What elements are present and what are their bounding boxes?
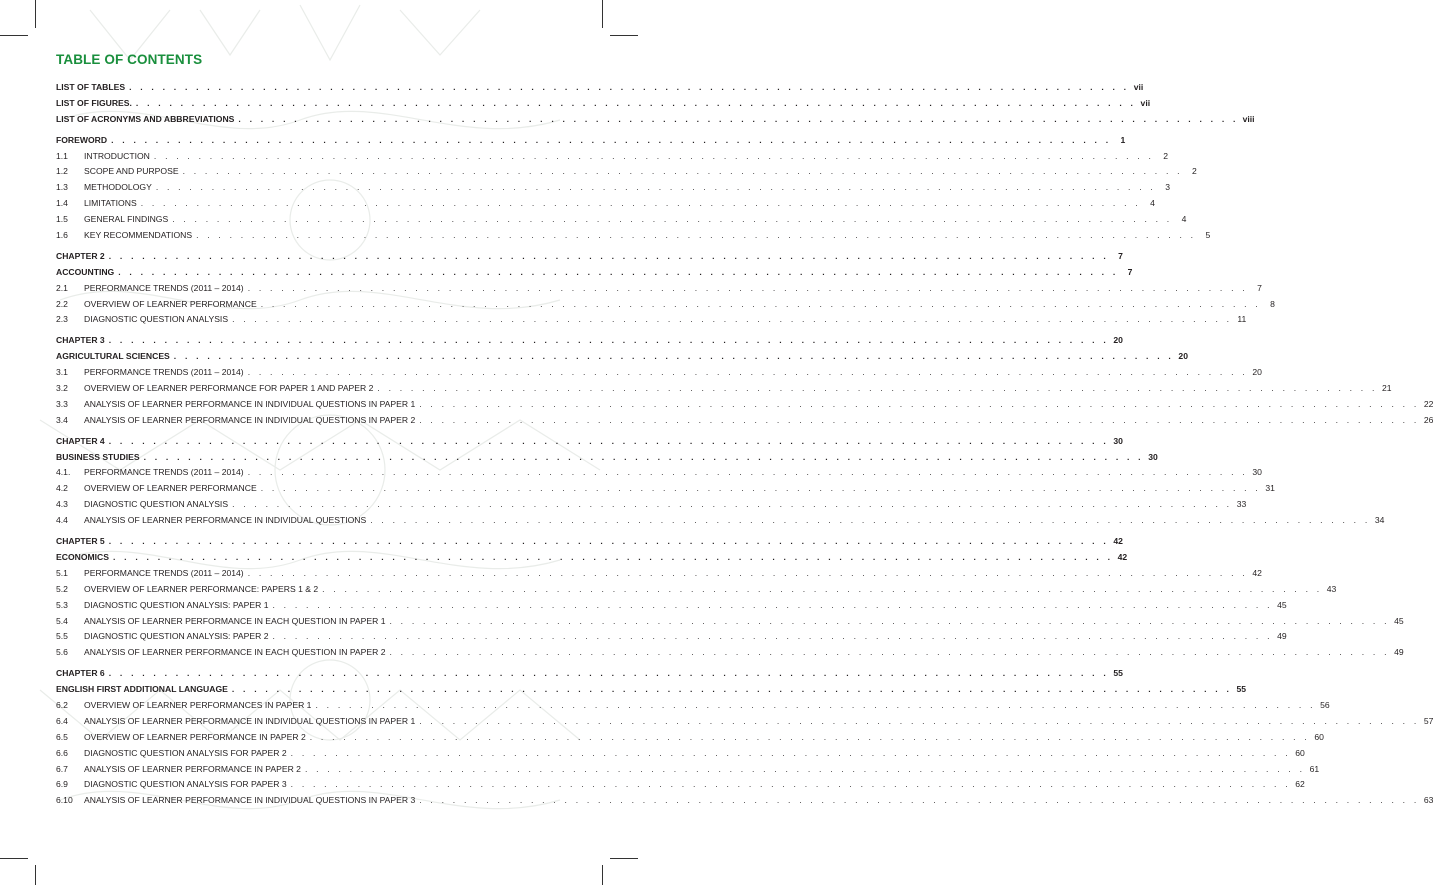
toc-entry[interactable] [56,80,1144,96]
toc-entry-page: 30 [1113,435,1123,446]
toc-entry-number: 6.6 [56,747,68,758]
toc-entry-number: 1.3 [56,182,68,193]
toc-entry-page: 20 [1252,367,1262,378]
toc-leader-dots: . . . . . . . . . . . . . . . . . . . . . . . . . . . . . . . . . . . . . . . . . . . . . . . . . . . . . . . . . . . . . . . . . . . . . . . . . . . . . . . . . . . . . . . . . . [272,599,1273,610]
toc-entry[interactable] [56,180,1170,196]
toc-leader-dots: . . . . . . . . . . . . . . . . . . . . . . . . . . . . . . . . . . . . . . . . . . . . . . . . . . . . . . . . . . . . . . . . . . . . . . . . . . . . . . . . . . . . . . . . . . [247,282,1248,293]
toc-entry[interactable] [56,497,1247,513]
toc-entry-label: ECONOMICS [56,551,109,562]
toc-entry-label: DIAGNOSTIC QUESTION ANALYSIS FOR PAPER 3 [84,779,287,790]
toc-entry-label: LIST OF FIGURES. [56,97,132,108]
toc-leader-dots: . . . . . . . . . . . . . . . . . . . . . . . . . . . . . . . . . . . . . . . . . . . . . . . . . . . . . . . . . . . . . . . . . . . . . . . . . . . . . . . . . . . . . . . . . . [129,82,1130,92]
toc-entry-page: 11 [1237,314,1247,325]
toc-leader-dots: . . . . . . . . . . . . . . . . . . . . . . . . . . . . . . . . . . . . . . . . . . . . . . . . . . . . . . . . . . . . . . . . . . . . . . . . . . . . . . . . . . . . . . . . . . [173,351,1174,362]
toc-entry-page: 7 [1127,266,1133,277]
toc-entry-label: CHAPTER 6 [56,668,105,679]
toc-entry-page: 55 [1236,684,1247,695]
toc-entry[interactable] [56,196,1155,212]
toc-entry-label: LIMITATIONS [84,198,137,209]
toc-entry[interactable] [56,312,1247,328]
toc-entry-label: DIAGNOSTIC QUESTION ANALYSIS FOR PAPER 2 [84,747,287,758]
toc-entry-page: 60 [1314,731,1324,742]
toc-leader-dots: . . . . . . . . . . . . . . . . . . . . . . . . . . . . . . . . . . . . . . . . . . . . . . . . . . . . . . . . . . . . . . . . . . . . . . . . . . . . . . . . . . . . . . . . . . [290,779,1291,790]
toc-entry-page: 2 [1163,150,1169,161]
toc-entry-number: 4.1. [56,467,71,478]
toc-entry-number: 3.4 [56,414,68,425]
toc-group [56,80,1255,128]
toc-entry[interactable] [56,666,1123,682]
toc-leader-dots: . . . . . . . . . . . . . . . . . . . . . . . . . . . . . . . . . . . . . . . . . . . . . . . . . . . . . . . . . . . . . . . . . . . . . . . . . . . . . . . . . . . . . . . . . . [290,747,1291,758]
toc-entry-label: OVERVIEW OF LEARNER PERFORMANCE [84,483,257,494]
toc-leader-dots: . . . . . . . . . . . . . . . . . . . . . . . . . . . . . . . . . . . . . . . . . . . . . . . . . . . . . . . . . . . . . . . . . . . . . . . . . . . . . . . . . . . . . . . . . . [172,214,1173,225]
toc-entry-label: LIST OF TABLES [56,82,126,92]
toc-entry-number: 6.7 [56,763,68,774]
toc-entry-number: 5.5 [56,631,68,642]
toc-leader-dots: . . . . . . . . . . . . . . . . . . . . . . . . . . . . . . . . . . . . . . . . . . . . . . . . . . . . . . . . . . . . . . . . . . . . . . . . . . . . . . . . . . . . . . . . . . [272,631,1273,642]
toc-leader-dots: . . . . . . . . . . . . . . . . . . . . . . . . . . . . . . . . . . . . . . . . . . . . . . . . . . . . . . . . . . . . . . . . . . . . . . . . . . . . . . . . . . . . . . . . . . [377,383,1378,394]
toc-leader-dots: . . . . . . . . . . . . . . . . . . . . . . . . . . . . . . . . . . . . . . . . . . . . . . . . . . . . . . . . . . . . . . . . . . . . . . . . . . . . . . . . . . . . . . . . . . [232,499,1233,510]
toc-entry-page: 7 [1118,250,1123,261]
toc-entry-page: 8 [1270,298,1275,309]
toc-entry[interactable] [56,333,1123,349]
toc-entry-label: PERFORMANCE TRENDS (2011 – 2014) [84,282,244,293]
toc-entry-number: 6.10 [56,795,73,806]
toc-entry-page: 60 [1295,747,1305,758]
toc-entry[interactable] [56,164,1197,180]
toc-entry-number: 5.6 [56,647,68,658]
toc-entry[interactable] [56,746,1305,762]
toc-entry-number: 5.4 [56,615,68,626]
toc-entry[interactable] [56,450,1158,466]
toc-entry[interactable] [56,598,1287,614]
crop-mark-bottom-left-v [35,865,36,885]
toc-entry[interactable] [56,582,1337,598]
toc-leader-dots: . . . . . . . . . . . . . . . . . . . . . . . . . . . . . . . . . . . . . . . . . . . . . . . . . . . . . . . . . . . . . . . . . . . . . . . . . . . . . . . . . . . . . . . . . . [232,314,1233,325]
toc-leader-dots: . . . . . . . . . . . . . . . . . . . . . . . . . . . . . . . . . . . . . . . . . . . . . . . . . . . . . . . . . . . . . . . . . . . . . . . . . . . . . . . . . . . . . . . . . . [260,298,1261,309]
toc-entry-number: 6.2 [56,699,68,710]
toc-leader-dots: . . . . . . . . . . . . . . . . . . . . . . . . . . . . . . . . . . . . . . . . . . . . . . . . . . . . . . . . . . . . . . . . . . . . . . . . . . . . . . . . . . . . . . . . . . [108,250,1109,261]
toc-entry-page: 4 [1150,198,1155,209]
toc-leader-dots: . . . . . . . . . . . . . . . . . . . . . . . . . . . . . . . . . . . . . . . . . . . . . . . . . . . . . . . . . . . . . . . . . . . . . . . . . . . . . . . . . . . . . . . . . . [231,684,1233,695]
toc-entry[interactable] [56,365,1262,381]
toc-entry[interactable] [56,297,1275,313]
toc-entry[interactable] [56,465,1262,481]
toc-entry[interactable] [56,381,1392,397]
toc-entry-page: 30 [1252,467,1262,478]
toc-entry[interactable] [56,534,1123,550]
toc-leader-dots: . . . . . . . . . . . . . . . . . . . . . . . . . . . . . . . . . . . . . . . . . . . . . . . . . . . . . . . . . . . . . . . . . . . . . . . . . . . . . . . . . . . . . . . . . . [153,150,1155,161]
toc-leader-dots: . . . . . . . . . . . . . . . . . . . . . . . . . . . . . . . . . . . . . . . . . . . . . . . . . . . . . . . . . . . . . . . . . . . . . . . . . . . . . . . . . . . . . . . . . . [419,398,1420,409]
toc-leader-dots: . . . . . . . . . . . . . . . . . . . . . . . . . . . . . . . . . . . . . . . . . . . . . . . . . . . . . . . . . . . . . . . . . . . . . . . . . . . . . . . . . . . . . . . . . . [419,414,1420,425]
toc-leader-dots: . . . . . . . . . . . . . . . . . . . . . . . . . . . . . . . . . . . . . . . . . . . . . . . . . . . . . . . . . . . . . . . . . . . . . . . . . . . . . . . . . . . . . . . . . . [370,515,1371,526]
toc-leader-dots: . . . . . . . . . . . . . . . . . . . . . . . . . . . . . . . . . . . . . . . . . . . . . . . . . . . . . . . . . . . . . . . . . . . . . . . . . . . . . . . . . . . . . . . . . . [155,182,1156,193]
toc-entry-page: 49 [1394,647,1404,658]
toc-entry[interactable] [56,281,1262,297]
toc-entry-page: 61 [1309,763,1320,774]
toc-entry-number: 1.1 [56,150,68,161]
toc-entry-label: OVERVIEW OF LEARNER PERFORMANCES IN PAPER 1 [84,699,312,710]
toc-entry-page: 1 [1120,134,1126,145]
crop-mark-top-right-v [602,0,603,28]
toc-entry[interactable] [56,149,1169,165]
toc-entry[interactable] [56,349,1188,365]
toc-entry-label: ANALYSIS OF LEARNER PERFORMANCE IN INDIVIDUAL QUESTIONS IN PAPER 2 [84,414,416,425]
toc-entry-label: PERFORMANCE TRENDS (2011 – 2014) [84,367,244,378]
toc-leader-dots: . . . . . . . . . . . . . . . . . . . . . . . . . . . . . . . . . . . . . . . . . . . . . . . . . . . . . . . . . . . . . . . . . . . . . . . . . . . . . . . . . . . . . . . . . . [247,367,1248,378]
toc-entry-label: CHAPTER 3 [56,335,105,346]
toc-entry-label: DIAGNOSTIC QUESTION ANALYSIS [84,499,229,510]
toc-leader-dots: . . . . . . . . . . . . . . . . . . . . . . . . . . . . . . . . . . . . . . . . . . . . . . . . . . . . . . . . . . . . . . . . . . . . . . . . . . . . . . . . . . . . . . . . . . [108,335,1109,346]
toc-entry-page: 42 [1252,567,1262,578]
toc-leader-dots: . . . . . . . . . . . . . . . . . . . . . . . . . . . . . . . . . . . . . . . . . . . . . . . . . . . . . . . . . . . . . . . . . . . . . . . . . . . . . . . . . . . . . . . . . . [108,536,1109,547]
toc-entry-page: 62 [1295,779,1305,790]
toc-entry-number: 2.3 [56,314,68,325]
toc-entry[interactable] [56,413,1433,429]
toc-entry-number: 4.4 [56,515,68,526]
toc-entry-number: 6.5 [56,731,68,742]
toc-entry-label: INTRODUCTION [84,150,150,161]
toc-entry-number: 4.3 [56,499,68,510]
toc-entry-page: 49 [1277,631,1287,642]
toc-entry-number: 1.4 [56,198,68,209]
toc-leader-dots: . . . . . . . . . . . . . . . . . . . . . . . . . . . . . . . . . . . . . . . . . . . . . . . . . . . . . . . . . . . . . . . . . . . . . . . . . . . . . . . . . . . . . . . . . . [140,198,1141,209]
toc-entry-label: ANALYSIS OF LEARNER PERFORMANCE IN INDIVIDUAL QUESTIONS IN PAPER 1 [84,715,416,726]
toc-entry[interactable] [56,550,1128,566]
toc-entry[interactable] [56,762,1320,778]
toc-entry[interactable] [56,614,1404,630]
toc-leader-dots: . . . . . . . . . . . . . . . . . . . . . . . . . . . . . . . . . . . . . . . . . . . . . . . . . . . . . . . . . . . . . . . . . . . . . . . . . . . . . . . . . . . . . . . . . . [247,467,1248,478]
toc-entry-label: ANALYSIS OF LEARNER PERFORMANCE IN INDIVIDUAL QUESTIONS IN PAPER 3 [84,795,416,806]
toc-entry-label: ACCOUNTING [56,266,115,277]
crop-mark-top-right-h [610,35,638,36]
toc-entry-page: vii [1133,82,1144,92]
toc-leader-dots: . . . . . . . . . . . . . . . . . . . . . . . . . . . . . . . . . . . . . . . . . . . . . . . . . . . . . . . . . . . . . . . . . . . . . . . . . . . . . . . . . . . . . . . . . . [108,435,1109,446]
toc-entry-number: 2.2 [56,298,68,309]
toc-entry-label: AGRICULTURAL SCIENCES [56,351,170,362]
toc-entry[interactable] [56,265,1133,281]
toc-entry-page: 22 [1423,398,1433,409]
toc-group [56,534,1404,661]
toc-entry-label: DIAGNOSTIC QUESTION ANALYSIS: PAPER 2 [84,631,269,642]
toc-entry[interactable] [56,133,1126,149]
toc-leader-dots: . . . . . . . . . . . . . . . . . . . . . . . . . . . . . . . . . . . . . . . . . . . . . . . . . . . . . . . . . . . . . . . . . . . . . . . . . . . . . . . . . . . . . . . . . . [309,731,1310,742]
toc-entry[interactable] [56,714,1433,730]
crop-mark-bottom-right-h [610,858,638,859]
toc-entry-page: 57 [1423,715,1433,726]
toc-entry-number: 1.2 [56,166,68,177]
toc-entry-page: 63 [1423,795,1433,806]
crop-mark-bottom-right-v [602,865,603,885]
toc-entry[interactable] [56,777,1305,793]
toc-entry-label: FOREWORD [56,134,108,145]
toc-entry[interactable] [56,212,1187,228]
toc-entry-label: CHAPTER 4 [56,435,105,446]
toc-leader-dots: . . . . . . . . . . . . . . . . . . . . . . . . . . . . . . . . . . . . . . . . . . . . . . . . . . . . . . . . . . . . . . . . . . . . . . . . . . . . . . . . . . . . . . . . . . [113,551,1114,562]
toc-group [56,249,1275,328]
toc-entry-page: 20 [1113,335,1123,346]
toc-entry-label: ENGLISH FIRST ADDITIONAL LANGUAGE [56,684,228,695]
toc-entry-number: 3.2 [56,383,68,394]
toc-entry-page: viii [1242,113,1255,124]
toc-entry-page: 33 [1236,499,1247,510]
toc-leader-dots: . . . . . . . . . . . . . . . . . . . . . . . . . . . . . . . . . . . . . . . . . . . . . . . . . . . . . . . . . . . . . . . . . . . . . . . . . . . . . . . . . . . . . . . . . . [135,97,1137,108]
toc-entry-page: 30 [1148,451,1158,462]
toc-leader-dots: . . . . . . . . . . . . . . . . . . . . . . . . . . . . . . . . . . . . . . . . . . . . . . . . . . . . . . . . . . . . . . . . . . . . . . . . . . . . . . . . . . . . . . . . . . [143,451,1144,462]
toc-list [56,80,1433,809]
toc-entry-page: vii [1140,97,1151,108]
toc-entry[interactable] [56,96,1151,112]
toc-entry-page: 2 [1191,166,1197,177]
toc-leader-dots: . . . . . . . . . . . . . . . . . . . . . . . . . . . . . . . . . . . . . . . . . . . . . . . . . . . . . . . . . . . . . . . . . . . . . . . . . . . . . . . . . . . . . . . . . . [182,166,1183,177]
toc-entry[interactable] [56,682,1247,698]
toc-entry-label: LIST OF ACRONYMS AND ABBREVIATIONS [56,113,235,124]
toc-entry-label: KEY RECOMMENDATIONS [84,230,193,241]
toc-entry-page: 5 [1205,230,1211,241]
toc-entry[interactable] [56,249,1123,265]
toc-entry-label: OVERVIEW OF LEARNER PERFORMANCE FOR PAPER 1 AND PAPER 2 [84,383,374,394]
toc-entry-label: ANALYSIS OF LEARNER PERFORMANCE IN INDIVIDUAL QUESTIONS IN PAPER 1 [84,398,416,409]
toc-entry-page: 3 [1165,182,1170,193]
toc-leader-dots: . . . . . . . . . . . . . . . . . . . . . . . . . . . . . . . . . . . . . . . . . . . . . . . . . . . . . . . . . . . . . . . . . . . . . . . . . . . . . . . . . . . . . . . . . . [238,113,1239,124]
toc-group [56,434,1385,529]
toc-entry-page: 55 [1113,668,1123,679]
toc-entry-number: 5.1 [56,567,68,578]
toc-title: TABLE OF CONTENTS [56,52,203,67]
toc-entry-label: METHODOLOGY [84,182,152,193]
toc-entry[interactable] [56,112,1255,128]
toc-entry[interactable] [56,481,1275,497]
toc-leader-dots: . . . . . . . . . . . . . . . . . . . . . . . . . . . . . . . . . . . . . . . . . . . . . . . . . . . . . . . . . . . . . . . . . . . . . . . . . . . . . . . . . . . . . . . . . . [260,483,1261,494]
toc-entry-label: OVERVIEW OF LEARNER PERFORMANCE: PAPERS 1 & 2 [84,583,319,594]
toc-entry-number: 3.1 [56,367,68,378]
toc-leader-dots: . . . . . . . . . . . . . . . . . . . . . . . . . . . . . . . . . . . . . . . . . . . . . . . . . . . . . . . . . . . . . . . . . . . . . . . . . . . . . . . . . . . . . . . . . . [389,615,1390,626]
toc-entry-number: 2.1 [56,282,68,293]
toc-entry-page: 26 [1423,414,1433,425]
toc-leader-dots: . . . . . . . . . . . . . . . . . . . . . . . . . . . . . . . . . . . . . . . . . . . . . . . . . . . . . . . . . . . . . . . . . . . . . . . . . . . . . . . . . . . . . . . . . . [247,567,1248,578]
toc-leader-dots: . . . . . . . . . . . . . . . . . . . . . . . . . . . . . . . . . . . . . . . . . . . . . . . . . . . . . . . . . . . . . . . . . . . . . . . . . . . . . . . . . . . . . . . . . . [419,715,1420,726]
toc-entry[interactable] [56,397,1433,413]
crop-mark-bottom-left-h [0,858,28,859]
toc-entry-page: 42 [1113,536,1123,547]
toc-entry[interactable] [56,228,1211,244]
toc-leader-dots: . . . . . . . . . . . . . . . . . . . . . . . . . . . . . . . . . . . . . . . . . . . . . . . . . . . . . . . . . . . . . . . . . . . . . . . . . . . . . . . . . . . . . . . . . . [118,266,1119,277]
toc-group [56,333,1433,428]
toc-entry-page: 45 [1394,615,1404,626]
toc-entry-page: 34 [1374,515,1385,526]
toc-entry-page: 20 [1178,351,1188,362]
toc-entry[interactable] [56,566,1262,582]
toc-leader-dots: . . . . . . . . . . . . . . . . . . . . . . . . . . . . . . . . . . . . . . . . . . . . . . . . . . . . . . . . . . . . . . . . . . . . . . . . . . . . . . . . . . . . . . . . . . [315,699,1316,710]
toc-entry-page: 7 [1257,282,1262,293]
toc-entry-page: 31 [1265,483,1275,494]
toc-entry-page: 21 [1382,383,1392,394]
toc-entry-label: DIAGNOSTIC QUESTION ANALYSIS [84,314,229,325]
toc-entry[interactable] [56,513,1385,529]
toc-entry-page: 4 [1181,214,1187,225]
toc-group [56,666,1433,809]
toc-page [56,52,1433,814]
toc-entry-label: OVERVIEW OF LEARNER PERFORMANCE [84,298,257,309]
crop-mark-top-left-v [35,0,36,28]
toc-entry[interactable] [56,698,1330,714]
toc-leader-dots: . . . . . . . . . . . . . . . . . . . . . . . . . . . . . . . . . . . . . . . . . . . . . . . . . . . . . . . . . . . . . . . . . . . . . . . . . . . . . . . . . . . . . . . . . . [419,795,1420,806]
toc-entry-label: ANALYSIS OF LEARNER PERFORMANCE IN EACH QUESTION IN PAPER 1 [84,615,386,626]
toc-entry-label: ANALYSIS OF LEARNER PERFORMANCE IN EACH QUESTION IN PAPER 2 [84,647,386,658]
toc-entry-number: 3.3 [56,398,68,409]
toc-entry-label: PERFORMANCE TRENDS (2011 – 2014) [84,567,244,578]
toc-entry-label: DIAGNOSTIC QUESTION ANALYSIS: PAPER 1 [84,599,269,610]
toc-leader-dots: . . . . . . . . . . . . . . . . . . . . . . . . . . . . . . . . . . . . . . . . . . . . . . . . . . . . . . . . . . . . . . . . . . . . . . . . . . . . . . . . . . . . . . . . . . [108,668,1109,679]
toc-entry-label: CHAPTER 2 [56,250,105,261]
toc-entry-page: 56 [1320,699,1330,710]
toc-entry-label: OVERVIEW OF LEARNER PERFORMANCE IN PAPER 2 [84,731,306,742]
toc-entry-label: BUSINESS STUDIES [56,451,140,462]
toc-entry-page: 45 [1277,599,1287,610]
toc-entry-number: 6.9 [56,779,68,790]
toc-entry-number: 1.5 [56,214,68,225]
toc-entry-label: PERFORMANCE TRENDS (2011 – 2014) [84,467,244,478]
toc-entry-label: CHAPTER 5 [56,536,105,547]
toc-entry-number: 1.6 [56,230,68,241]
toc-leader-dots: . . . . . . . . . . . . . . . . . . . . . . . . . . . . . . . . . . . . . . . . . . . . . . . . . . . . . . . . . . . . . . . . . . . . . . . . . . . . . . . . . . . . . . . . . . [196,230,1197,241]
toc-entry[interactable] [56,629,1287,645]
toc-entry-label: ANALYSIS OF LEARNER PERFORMANCE IN PAPER 2 [84,763,301,774]
toc-leader-dots: . . . . . . . . . . . . . . . . . . . . . . . . . . . . . . . . . . . . . . . . . . . . . . . . . . . . . . . . . . . . . . . . . . . . . . . . . . . . . . . . . . . . . . . . . . [304,763,1306,774]
toc-leader-dots: . . . . . . . . . . . . . . . . . . . . . . . . . . . . . . . . . . . . . . . . . . . . . . . . . . . . . . . . . . . . . . . . . . . . . . . . . . . . . . . . . . . . . . . . . . [322,583,1323,594]
toc-entry-page: 43 [1326,583,1337,594]
toc-entry-label: GENERAL FINDINGS [84,214,169,225]
toc-entry[interactable] [56,434,1123,450]
toc-entry-number: 6.4 [56,715,68,726]
toc-entry-number: 4.2 [56,483,68,494]
toc-entry-label: ANALYSIS OF LEARNER PERFORMANCE IN INDIVIDUAL QUESTIONS [84,515,367,526]
toc-entry-number: 5.2 [56,583,68,594]
toc-leader-dots: . . . . . . . . . . . . . . . . . . . . . . . . . . . . . . . . . . . . . . . . . . . . . . . . . . . . . . . . . . . . . . . . . . . . . . . . . . . . . . . . . . . . . . . . . . [111,134,1112,145]
toc-entry[interactable] [56,730,1324,746]
toc-entry-page: 42 [1117,551,1128,562]
toc-group [56,133,1211,244]
toc-entry-label: SCOPE AND PURPOSE [84,166,179,177]
toc-entry-number: 5.3 [56,599,68,610]
toc-entry[interactable] [56,793,1433,809]
crop-mark-top-left-h [0,35,28,36]
toc-entry[interactable] [56,645,1404,661]
toc-leader-dots: . . . . . . . . . . . . . . . . . . . . . . . . . . . . . . . . . . . . . . . . . . . . . . . . . . . . . . . . . . . . . . . . . . . . . . . . . . . . . . . . . . . . . . . . . . [389,647,1390,658]
